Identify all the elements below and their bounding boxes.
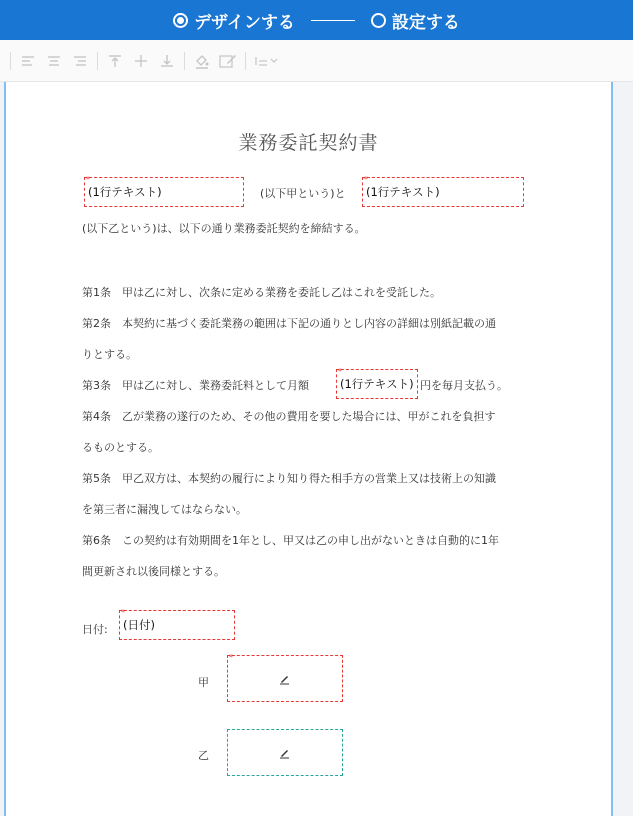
signature-pen-icon	[279, 673, 291, 685]
party-a-text-field[interactable]	[84, 177, 244, 207]
article-5-line1: 第5条 甲乙双方は、本契約の履行により知り得た相手方の営業上又は技術上の知識	[82, 472, 496, 485]
radio-checked-icon	[173, 13, 188, 28]
article-2-line1: 第2条 本契約に基づく委託業務の範囲は下記の通りとし内容の詳細は別紙記載の通	[82, 317, 496, 330]
article-2-line2: りとする。	[82, 348, 137, 361]
align-middle-icon[interactable]	[128, 48, 154, 74]
article-5-line2: を第三者に漏洩してはならない。	[82, 503, 247, 516]
step-settings-label: 設定する	[391, 12, 460, 33]
align-bottom-icon[interactable]	[154, 48, 180, 74]
party-a-signature-field[interactable]	[227, 655, 343, 702]
header-stepper	[0, 0, 633, 40]
field-placeholder: (日付)	[123, 618, 155, 632]
align-top-icon[interactable]	[102, 48, 128, 74]
date-field[interactable]	[119, 610, 235, 640]
article-3-line1: 第3条 甲は乙に対し、業務委託料として月額	[82, 379, 309, 392]
article-3-line1-end: 円を毎月支払う。	[420, 379, 508, 392]
field-placeholder: (1行テキスト)	[340, 377, 414, 391]
document-title: 業務委託契約書	[238, 132, 379, 154]
document-paper[interactable]	[4, 82, 613, 816]
text-intro: (以下乙という)は、以下の通り業務委託契約を締結する。	[82, 222, 366, 235]
required-mark: *	[338, 367, 342, 376]
article-6-line2: 間更新され以後同様とする。	[82, 565, 225, 578]
date-label: 日付:	[82, 623, 108, 636]
signature-pen-icon	[279, 747, 291, 759]
align-left-icon[interactable]	[15, 48, 41, 74]
party-b-label: 乙	[198, 749, 209, 762]
article-6-line1: 第6条 この契約は有効期間を1年とし、甲又は乙の申し出がないときは自動的に1年	[82, 534, 499, 547]
fill-color-icon[interactable]	[189, 48, 215, 74]
text-ika-kou: (以下甲という)と	[260, 187, 346, 200]
party-b-signature-field[interactable]	[227, 729, 343, 776]
step-design-label: デザインする	[194, 12, 295, 33]
border-edit-icon[interactable]	[215, 48, 241, 74]
field-placeholder: (1行テキスト)	[88, 185, 162, 199]
article-4-line2: るものとする。	[82, 441, 159, 454]
required-mark: *	[121, 608, 125, 617]
article-1: 第1条 甲は乙に対し、次条に定める業務を委託し乙はこれを受託した。	[82, 286, 441, 299]
party-a-label: 甲	[198, 676, 209, 689]
monthly-fee-text-field[interactable]	[336, 369, 418, 399]
toolbar-divider	[184, 52, 185, 70]
toolbar-divider	[97, 52, 98, 70]
align-right-icon[interactable]	[67, 48, 93, 74]
toolbar-divider	[245, 52, 246, 70]
step-settings[interactable]	[371, 8, 460, 33]
toolbar-divider	[10, 52, 11, 70]
radio-unchecked-icon	[371, 13, 386, 28]
align-center-icon[interactable]	[41, 48, 67, 74]
required-mark: *	[229, 653, 233, 662]
step-connector	[311, 20, 355, 21]
article-4-line1: 第4条 乙が業務の遂行のため、その他の費用を要した場合には、甲がこれを負担す	[82, 410, 496, 423]
border-style-dropdown[interactable]	[250, 48, 284, 74]
party-b-text-field[interactable]	[362, 177, 524, 207]
design-canvas	[0, 82, 633, 816]
required-mark: *	[86, 175, 90, 184]
step-design[interactable]	[173, 8, 295, 33]
required-mark: *	[364, 175, 368, 184]
field-placeholder: (1行テキスト)	[366, 185, 440, 199]
format-toolbar	[0, 40, 633, 82]
